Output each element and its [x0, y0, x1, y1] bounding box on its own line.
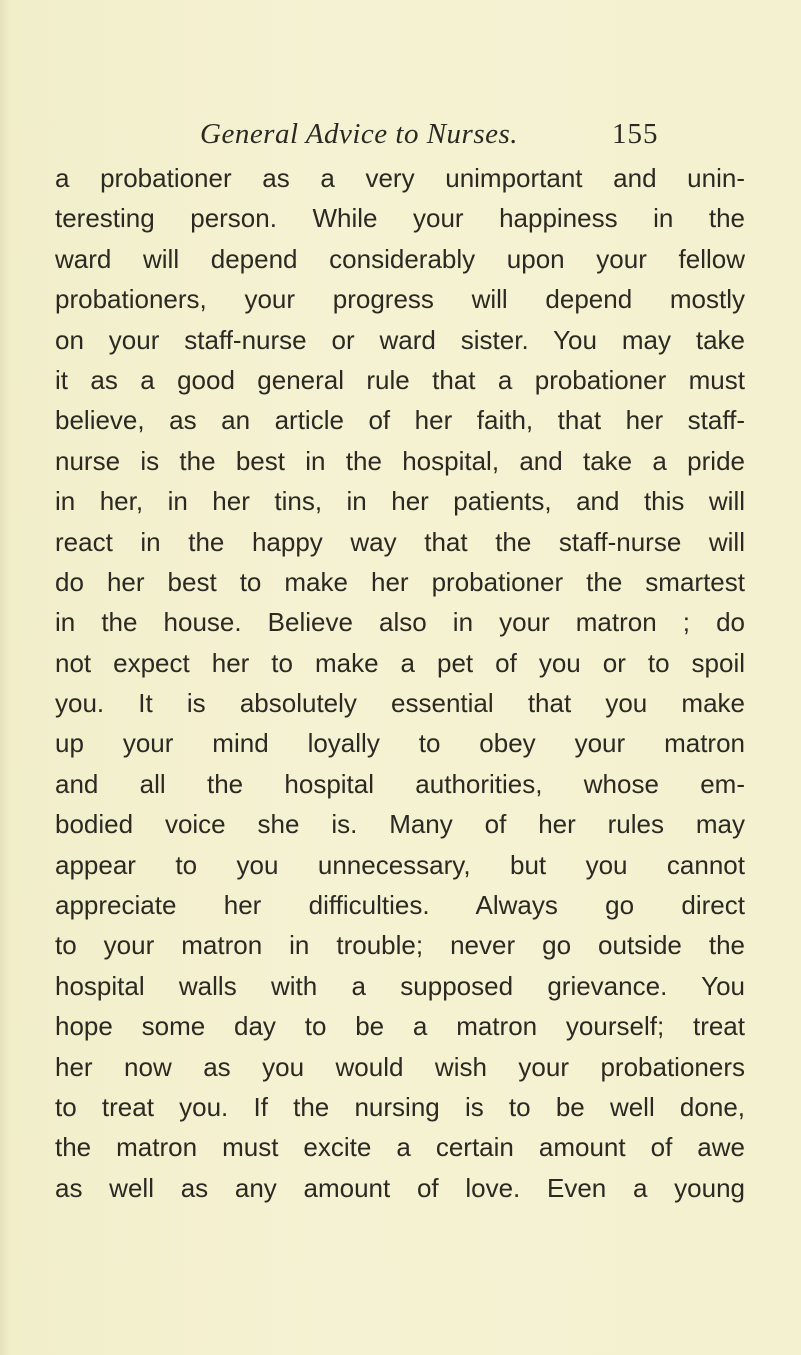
- text-line: bodied voice she is. Many of her rules may: [55, 809, 745, 840]
- text-line: appear to you unnecessary, but you cannot: [55, 849, 745, 880]
- text-line: not expect her to make a pet of you or to spoil: [55, 647, 745, 678]
- text-line: teresting person. While your happiness in the: [55, 203, 745, 234]
- text-line: believe, as an article of her faith, that her staff-: [55, 405, 745, 436]
- text-line: her now as you would wish your probationers: [55, 1051, 745, 1082]
- page-header: [0, 118, 801, 158]
- text-line: to treat you. If the nursing is to be well done,: [55, 1091, 745, 1122]
- running-title: General Advice to Nurses.: [200, 118, 519, 150]
- text-line: react in the happy way that the staff-nurse will: [55, 526, 745, 557]
- text-line: a probationer as a very unimportant and unin-: [55, 163, 745, 193]
- text-line: up your mind loyally to obey your matron: [55, 728, 745, 759]
- text-line: to your matron in trouble; never go outside the: [55, 930, 745, 961]
- text-line: hospital walls with a supposed grievance. You: [55, 970, 745, 1001]
- text-line: hope some day to be a matron yourself; treat: [55, 1011, 745, 1042]
- text-line: the matron must excite a certain amount of awe: [55, 1132, 745, 1163]
- text-line: you. It is absolutely essential that you make: [55, 688, 745, 719]
- spine-shadow: [0, 0, 10, 1355]
- text-line: in her, in her tins, in her patients, and this will: [55, 486, 745, 517]
- text-line: on your staff-nurse or ward sister. You may take: [55, 324, 745, 355]
- page-number: 155: [612, 118, 659, 150]
- text-line: probationers, your progress will depend mostly: [55, 284, 745, 315]
- text-line: ward will depend considerably upon your fellow: [55, 243, 745, 274]
- text-line: nurse is the best in the hospital, and take a pride: [55, 445, 745, 476]
- text-line: in the house. Believe also in your matron ; do: [55, 607, 745, 638]
- text-line: as well as any amount of love. Even a young: [55, 1172, 745, 1203]
- text-line: appreciate her difficulties. Always go direct: [55, 890, 745, 921]
- text-line: and all the hospital authorities, whose em-: [55, 768, 745, 799]
- text-line: do her best to make her probationer the smartest: [55, 566, 745, 597]
- text-line: it as a good general rule that a probationer must: [55, 364, 745, 395]
- body-text: [55, 158, 745, 1208]
